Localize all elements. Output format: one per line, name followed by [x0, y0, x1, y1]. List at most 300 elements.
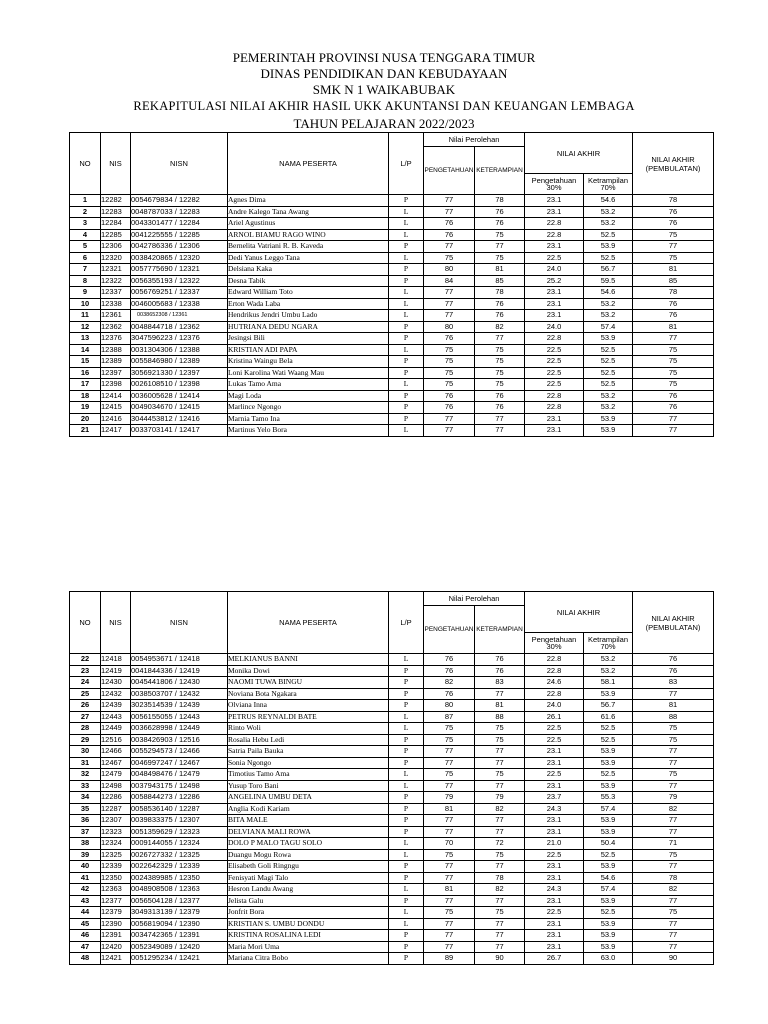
table-row [70, 390, 714, 402]
row-nilai-akhir: 75 [633, 229, 714, 241]
row-ketrampilan-70: 52.5 [584, 229, 633, 241]
table-row [70, 321, 714, 333]
row-pengetahuan: 75 [424, 907, 475, 919]
row-pengetahuan: 77 [424, 861, 475, 873]
row-lp: L [389, 344, 424, 356]
row-no: 10 [70, 298, 101, 310]
row-lp: P [389, 734, 424, 746]
row-keterampian: 75 [475, 907, 525, 919]
row-lp: P [389, 826, 424, 838]
header-province: PEMERINTAH PROVINSI NUSA TENGGARA TIMUR [232, 50, 536, 65]
row-keterampian: 76 [475, 298, 525, 310]
row-nama-peserta: KRISTIAN S. UMBU DONDU [228, 918, 389, 930]
row-keterampian: 77 [475, 826, 525, 838]
row-nisn: 0056769251 / 12337 [131, 287, 228, 299]
row-nama-peserta: Maria Mori Uma [228, 941, 389, 953]
row-nama-peserta: Rinto Woli [228, 723, 389, 735]
col-header-pengetahuan: PENGETAHUAN [424, 606, 475, 654]
row-keterampian: 76 [475, 310, 525, 322]
row-no: 7 [70, 264, 101, 276]
row-nisn: 0038503707 / 12432 [131, 688, 228, 700]
row-nis: 12307 [101, 815, 131, 827]
row-pengetahuan-30: 22.5 [525, 723, 584, 735]
header-department: DINAS PENDIDIKAN DAN KEBUDAYAAN [260, 66, 508, 81]
row-nilai-akhir: 78 [633, 287, 714, 299]
row-ketrampilan-70: 53.9 [584, 826, 633, 838]
table-row [70, 195, 714, 207]
row-nis: 12391 [101, 930, 131, 942]
row-pengetahuan: 75 [424, 723, 475, 735]
row-no: 42 [70, 884, 101, 896]
row-pengetahuan-30: 23.1 [525, 895, 584, 907]
row-nilai-akhir: 75 [633, 849, 714, 861]
row-pengetahuan: 80 [424, 700, 475, 712]
row-nilai-akhir: 77 [633, 413, 714, 425]
col-header-nilai-akhir: NILAI AKHIR [525, 592, 633, 633]
row-pengetahuan: 77 [424, 918, 475, 930]
row-nama-peserta: Martinus Yelo Bora [228, 425, 389, 437]
row-no: 39 [70, 849, 101, 861]
row-lp: L [389, 229, 424, 241]
row-ketrampilan-70: 53.2 [584, 310, 633, 322]
row-nama-peserta: Loni Karolina Wati Waang Mau [228, 367, 389, 379]
row-lp: P [389, 792, 424, 804]
row-nilai-akhir: 77 [633, 826, 714, 838]
table-row [70, 252, 714, 264]
row-no: 38 [70, 838, 101, 850]
row-nama-peserta: Edward William Toto [228, 287, 389, 299]
row-pengetahuan: 76 [424, 229, 475, 241]
row-ketrampilan-70: 52.5 [584, 849, 633, 861]
col-header-no: NO [70, 592, 101, 654]
row-nilai-akhir: 77 [633, 425, 714, 437]
row-nilai-akhir: 88 [633, 711, 714, 723]
table-row [70, 344, 714, 356]
row-nisn: 0036005628 / 12414 [131, 390, 228, 402]
row-keterampian: 78 [475, 872, 525, 884]
row-pengetahuan-30: 23.1 [525, 930, 584, 942]
row-nilai-akhir: 75 [633, 723, 714, 735]
row-no: 44 [70, 907, 101, 919]
row-nilai-akhir: 76 [633, 218, 714, 230]
row-pengetahuan-30: 23.1 [525, 757, 584, 769]
row-nilai-akhir: 75 [633, 367, 714, 379]
row-nis: 12467 [101, 757, 131, 769]
row-pengetahuan-30: 22.8 [525, 665, 584, 677]
row-nama-peserta: Sonia Ngongo [228, 757, 389, 769]
row-pengetahuan: 77 [424, 298, 475, 310]
row-ketrampilan-70: 52.5 [584, 379, 633, 391]
row-ketrampilan-70: 54.6 [584, 872, 633, 884]
row-pengetahuan-30: 24.0 [525, 264, 584, 276]
row-nilai-akhir: 83 [633, 677, 714, 689]
row-nilai-akhir: 82 [633, 884, 714, 896]
header-school: SMK N 1 WAIKABUBAK [312, 82, 456, 97]
row-nisn: 0054679834 / 12282 [131, 195, 228, 207]
row-nisn: 0057775690 / 12321 [131, 264, 228, 276]
row-nilai-akhir: 81 [633, 321, 714, 333]
row-nisn: 0041844336 / 12419 [131, 665, 228, 677]
row-pengetahuan-30: 21.0 [525, 838, 584, 850]
row-nis: 12479 [101, 769, 131, 781]
row-nilai-akhir: 77 [633, 688, 714, 700]
row-pengetahuan: 75 [424, 252, 475, 264]
row-pengetahuan-30: 24.6 [525, 677, 584, 689]
row-nama-peserta: HUTRIANA DEDU NGARA [228, 321, 389, 333]
col-header-ketrampilan-70: Ketrampilan 70% [584, 633, 633, 654]
row-pengetahuan: 82 [424, 677, 475, 689]
row-keterampian: 82 [475, 803, 525, 815]
col-header-no: NO [70, 133, 101, 195]
row-nisn: 0038426903 / 12516 [131, 734, 228, 746]
row-nilai-akhir: 82 [633, 803, 714, 815]
row-nisn: 0045441806 / 12430 [131, 677, 228, 689]
row-nisn: 0056355193 / 12322 [131, 275, 228, 287]
row-nis: 12379 [101, 907, 131, 919]
row-no: 20 [70, 413, 101, 425]
table-row [70, 700, 714, 712]
table-row [70, 379, 714, 391]
row-ketrampilan-70: 53.9 [584, 425, 633, 437]
row-keterampian: 75 [475, 252, 525, 264]
row-nilai-akhir: 71 [633, 838, 714, 850]
row-nisn: 0046997247 / 12467 [131, 757, 228, 769]
row-pengetahuan: 77 [424, 206, 475, 218]
table-row [70, 746, 714, 758]
row-lp: L [389, 206, 424, 218]
row-pengetahuan-30: 24.3 [525, 884, 584, 896]
row-pengetahuan: 77 [424, 895, 475, 907]
row-lp: P [389, 321, 424, 333]
row-no: 43 [70, 895, 101, 907]
row-lp: L [389, 780, 424, 792]
row-nama-peserta: Bernelita Vatriani R. B. Kaveda [228, 241, 389, 253]
row-nama-peserta: MELKIANUS BANNI [228, 654, 389, 666]
row-pengetahuan-30: 23.7 [525, 792, 584, 804]
row-nis: 12389 [101, 356, 131, 368]
row-keterampian: 75 [475, 367, 525, 379]
row-no: 30 [70, 746, 101, 758]
row-nilai-akhir: 79 [633, 792, 714, 804]
row-nilai-akhir: 77 [633, 895, 714, 907]
col-header-nama: NAMA PESERTA [228, 133, 389, 195]
table-row [70, 287, 714, 299]
row-lp: L [389, 310, 424, 322]
row-no: 19 [70, 402, 101, 414]
row-pengetahuan-30: 23.1 [525, 941, 584, 953]
row-nilai-akhir: 77 [633, 780, 714, 792]
row-keterampian: 76 [475, 206, 525, 218]
row-nis: 12420 [101, 941, 131, 953]
row-nilai-akhir: 76 [633, 390, 714, 402]
row-nis: 12285 [101, 229, 131, 241]
row-pengetahuan-30: 23.1 [525, 310, 584, 322]
row-nama-peserta: PETRUS REYNALDI BATE [228, 711, 389, 723]
row-ketrampilan-70: 53.9 [584, 861, 633, 873]
row-lp: L [389, 769, 424, 781]
row-keterampian: 77 [475, 241, 525, 253]
row-no: 17 [70, 379, 101, 391]
row-nis: 12421 [101, 953, 131, 965]
row-no: 28 [70, 723, 101, 735]
row-nisn: 0056504128 / 12377 [131, 895, 228, 907]
col-header-nilai-akhir-pembulatan: NILAI AKHIR (PEMBULATAN) [633, 133, 714, 195]
row-ketrampilan-70: 53.9 [584, 688, 633, 700]
row-nisn: 0048787033 / 12283 [131, 206, 228, 218]
row-keterampian: 77 [475, 333, 525, 345]
row-pengetahuan-30: 23.1 [525, 287, 584, 299]
row-pengetahuan: 75 [424, 344, 475, 356]
row-nama-peserta: KRISTIAN ADI PAPA [228, 344, 389, 356]
row-nis: 12430 [101, 677, 131, 689]
row-keterampian: 78 [475, 195, 525, 207]
row-nis: 12417 [101, 425, 131, 437]
row-nilai-akhir: 76 [633, 654, 714, 666]
row-ketrampilan-70: 58.1 [584, 677, 633, 689]
row-lp: P [389, 195, 424, 207]
row-nisn: 0052349089 / 12420 [131, 941, 228, 953]
table-row [70, 218, 714, 230]
score-table-1-body [70, 195, 714, 437]
col-header-nisn: NISN [131, 133, 228, 195]
row-nilai-akhir: 76 [633, 665, 714, 677]
row-nis: 12306 [101, 241, 131, 253]
row-nilai-akhir: 77 [633, 241, 714, 253]
score-table-1 [69, 132, 714, 437]
row-pengetahuan: 77 [424, 241, 475, 253]
row-ketrampilan-70: 52.5 [584, 367, 633, 379]
row-keterampian: 85 [475, 275, 525, 287]
row-ketrampilan-70: 54.6 [584, 287, 633, 299]
row-pengetahuan-30: 22.8 [525, 654, 584, 666]
row-pengetahuan: 77 [424, 310, 475, 322]
row-nis: 12416 [101, 413, 131, 425]
row-pengetahuan-30: 23.1 [525, 241, 584, 253]
row-ketrampilan-70: 57.4 [584, 321, 633, 333]
row-pengetahuan-30: 23.1 [525, 206, 584, 218]
row-ketrampilan-70: 53.2 [584, 654, 633, 666]
row-keterampian: 72 [475, 838, 525, 850]
table-row [70, 654, 714, 666]
row-pengetahuan-30: 22.8 [525, 333, 584, 345]
row-nama-peserta: Mariana Citra Bobo [228, 953, 389, 965]
row-pengetahuan: 84 [424, 275, 475, 287]
row-lp: L [389, 425, 424, 437]
row-ketrampilan-70: 53.9 [584, 333, 633, 345]
col-header-pengetahuan-30: Pengetahuan 30% [525, 633, 584, 654]
row-lp: L [389, 218, 424, 230]
row-nis: 12443 [101, 711, 131, 723]
row-nama-peserta: Magi Loda [228, 390, 389, 402]
row-pengetahuan-30: 22.8 [525, 229, 584, 241]
row-nis: 12439 [101, 700, 131, 712]
row-nilai-akhir: 77 [633, 746, 714, 758]
row-nisn: 0024389985 / 12350 [131, 872, 228, 884]
row-nama-peserta: Jesingsi Bili [228, 333, 389, 345]
col-header-nilai-perolehan: Nilai Perolehan [424, 592, 525, 606]
row-nisn: 3044453812 / 12416 [131, 413, 228, 425]
col-header-keterampian: KETERAMPIAN [475, 147, 525, 195]
row-no: 14 [70, 344, 101, 356]
row-pengetahuan-30: 22.5 [525, 849, 584, 861]
row-ketrampilan-70: 53.9 [584, 757, 633, 769]
row-ketrampilan-70: 53.9 [584, 780, 633, 792]
row-no: 23 [70, 665, 101, 677]
row-keterampian: 75 [475, 849, 525, 861]
row-pengetahuan-30: 22.5 [525, 367, 584, 379]
row-no: 1 [70, 195, 101, 207]
row-nisn: 0043301477 / 12284 [131, 218, 228, 230]
row-pengetahuan: 77 [424, 780, 475, 792]
row-no: 31 [70, 757, 101, 769]
row-ketrampilan-70: 53.2 [584, 218, 633, 230]
row-nilai-akhir: 78 [633, 195, 714, 207]
row-keterampian: 90 [475, 953, 525, 965]
row-nis: 12287 [101, 803, 131, 815]
row-nisn: 0038420865 / 12320 [131, 252, 228, 264]
row-nama-peserta: Elisabeth Goli Ringngu [228, 861, 389, 873]
row-nisn: 0034742365 / 12391 [131, 930, 228, 942]
row-nisn: 0055294573 / 12466 [131, 746, 228, 758]
row-no: 27 [70, 711, 101, 723]
row-nis: 12362 [101, 321, 131, 333]
row-nama-peserta: Satria Paila Bauka [228, 746, 389, 758]
col-header-nama: NAMA PESERTA [228, 592, 389, 654]
row-lp: P [389, 264, 424, 276]
row-nisn: 0041225555 / 12285 [131, 229, 228, 241]
row-nis: 12322 [101, 275, 131, 287]
row-nisn: 0056819094 / 12390 [131, 918, 228, 930]
row-lp: P [389, 688, 424, 700]
row-nama-peserta: Noviana Bota Ngakara [228, 688, 389, 700]
row-lp: L [389, 838, 424, 850]
row-keterampian: 77 [475, 918, 525, 930]
row-nilai-akhir: 75 [633, 379, 714, 391]
row-ketrampilan-70: 53.9 [584, 413, 633, 425]
row-lp: P [389, 953, 424, 965]
row-nama-peserta: NAOMI TUWA BINGU [228, 677, 389, 689]
row-lp: P [389, 367, 424, 379]
table-row [70, 734, 714, 746]
row-keterampian: 76 [475, 402, 525, 414]
row-nama-peserta: Jonfrit Bora [228, 907, 389, 919]
header-academic-year: TAHUN PELAJARAN 2022/2023 [293, 116, 475, 131]
table-row [70, 757, 714, 769]
row-ketrampilan-70: 52.5 [584, 356, 633, 368]
row-nilai-akhir: 75 [633, 734, 714, 746]
row-nisn: 3049313139 / 12379 [131, 907, 228, 919]
row-no: 33 [70, 780, 101, 792]
col-header-lp: L/P [389, 133, 424, 195]
row-nilai-akhir: 77 [633, 918, 714, 930]
row-ketrampilan-70: 52.5 [584, 769, 633, 781]
table-row [70, 413, 714, 425]
row-no: 16 [70, 367, 101, 379]
col-header-nilai-akhir: NILAI AKHIR [525, 133, 633, 174]
row-pengetahuan-30: 24.0 [525, 700, 584, 712]
row-lp: L [389, 918, 424, 930]
row-no: 48 [70, 953, 101, 965]
row-pengetahuan-30: 22.5 [525, 252, 584, 264]
row-ketrampilan-70: 56.7 [584, 700, 633, 712]
row-nama-peserta: DOLO P MALO TAGU SOLO [228, 838, 389, 850]
row-no: 8 [70, 275, 101, 287]
table-row [70, 688, 714, 700]
row-nama-peserta: Hesron Landu Awang [228, 884, 389, 896]
row-lp: L [389, 711, 424, 723]
row-ketrampilan-70: 52.5 [584, 344, 633, 356]
col-header-nis: NIS [101, 133, 131, 195]
row-no: 3 [70, 218, 101, 230]
row-pengetahuan: 76 [424, 402, 475, 414]
row-pengetahuan: 81 [424, 803, 475, 815]
row-no: 45 [70, 918, 101, 930]
row-nilai-akhir: 76 [633, 402, 714, 414]
row-nis: 12361 [101, 310, 131, 322]
row-pengetahuan-30: 22.5 [525, 379, 584, 391]
row-nilai-akhir: 77 [633, 333, 714, 345]
row-nisn: 0051295234 / 12421 [131, 953, 228, 965]
row-nisn: 0038652308 / 12361 [131, 310, 228, 322]
row-nilai-akhir: 77 [633, 930, 714, 942]
row-pengetahuan-30: 24.0 [525, 321, 584, 333]
row-lp: P [389, 665, 424, 677]
table-row [70, 711, 714, 723]
row-lp: L [389, 907, 424, 919]
table-row [70, 895, 714, 907]
row-keterampian: 77 [475, 413, 525, 425]
table-row [70, 402, 714, 414]
row-keterampian: 75 [475, 734, 525, 746]
row-ketrampilan-70: 55.3 [584, 792, 633, 804]
row-nisn: 0049034670 / 12415 [131, 402, 228, 414]
row-no: 47 [70, 941, 101, 953]
row-pengetahuan-30: 22.8 [525, 390, 584, 402]
row-pengetahuan: 76 [424, 333, 475, 345]
row-pengetahuan-30: 23.1 [525, 780, 584, 792]
row-pengetahuan-30: 24.3 [525, 803, 584, 815]
row-no: 18 [70, 390, 101, 402]
row-pengetahuan-30: 22.5 [525, 356, 584, 368]
row-lp: P [389, 941, 424, 953]
row-lp: P [389, 402, 424, 414]
row-keterampian: 81 [475, 700, 525, 712]
row-ketrampilan-70: 53.2 [584, 390, 633, 402]
row-nisn: 0031304306 / 12388 [131, 344, 228, 356]
row-no: 11 [70, 310, 101, 322]
row-pengetahuan: 77 [424, 826, 475, 838]
row-pengetahuan: 75 [424, 734, 475, 746]
row-nama-peserta: BITA MALE [228, 815, 389, 827]
row-pengetahuan: 77 [424, 746, 475, 758]
row-keterampian: 77 [475, 930, 525, 942]
row-pengetahuan: 77 [424, 941, 475, 953]
row-lp: P [389, 861, 424, 873]
row-lp: L [389, 654, 424, 666]
row-ketrampilan-70: 53.9 [584, 746, 633, 758]
table-row [70, 941, 714, 953]
row-lp: L [389, 849, 424, 861]
row-nisn: 0026727332 / 12325 [131, 849, 228, 861]
row-nama-peserta: Olviana Inna [228, 700, 389, 712]
row-keterampian: 82 [475, 321, 525, 333]
row-nama-peserta: Marnia Tamo Ina [228, 413, 389, 425]
row-pengetahuan-30: 23.1 [525, 826, 584, 838]
row-nisn: 0046005683 / 12338 [131, 298, 228, 310]
table-row [70, 907, 714, 919]
table-row [70, 677, 714, 689]
row-nilai-akhir: 75 [633, 252, 714, 264]
